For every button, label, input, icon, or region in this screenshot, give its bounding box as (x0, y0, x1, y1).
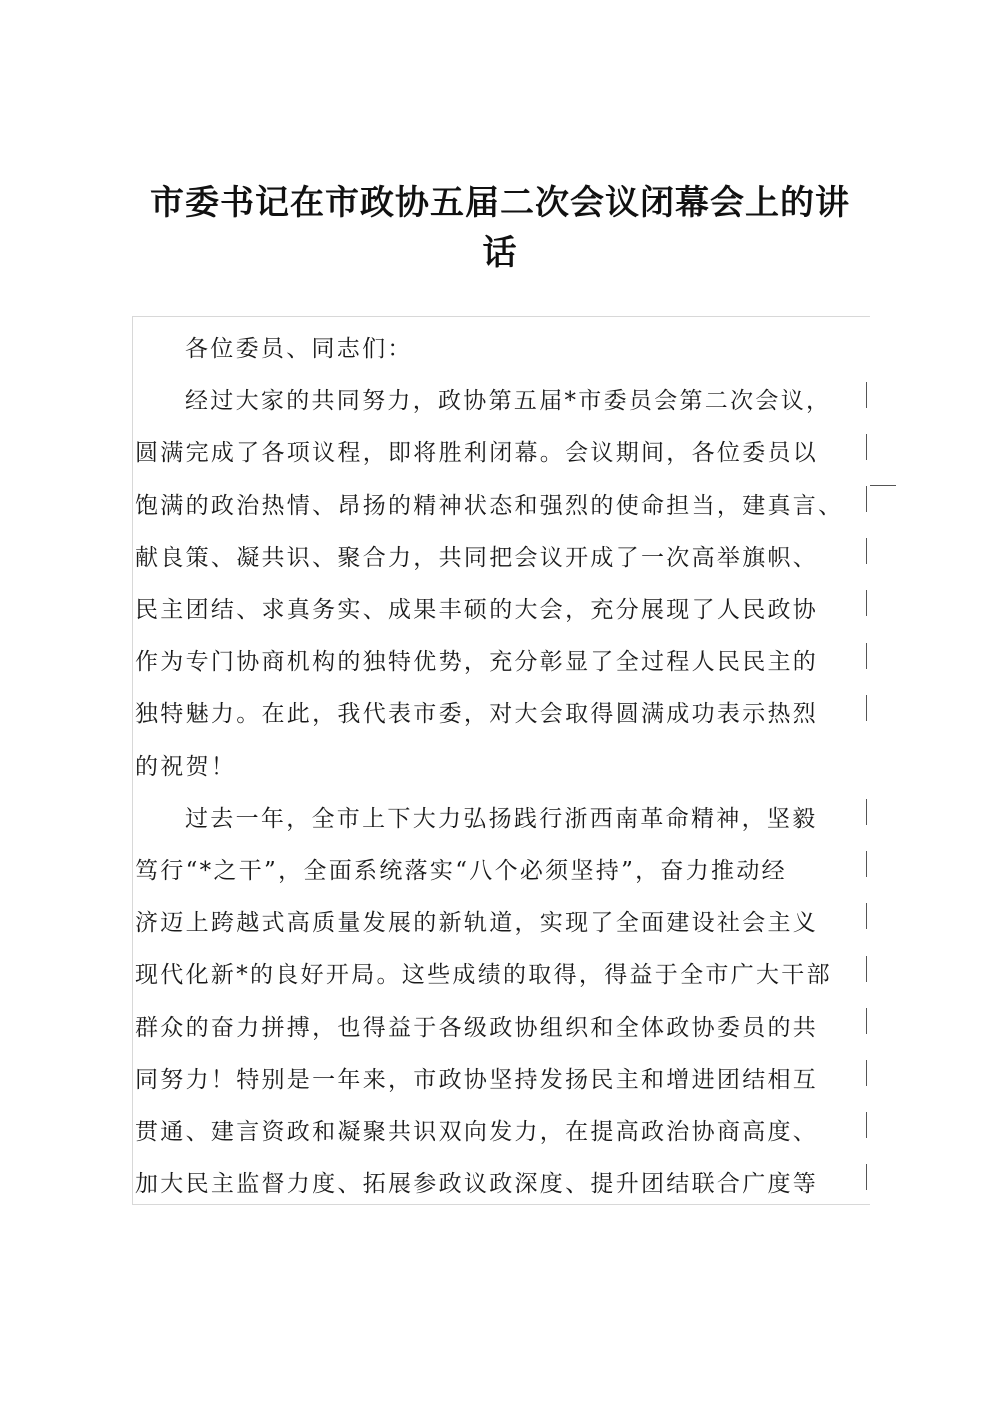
margin-marker (866, 538, 867, 564)
text-line: 贯通、建言资政和凝聚共识双向发力，在提高政治协商高度、 (135, 1119, 819, 1146)
margin-marker (866, 1008, 867, 1034)
paragraph (135, 793, 865, 1211)
margin-marker (866, 1060, 867, 1086)
margin-marker (866, 434, 867, 460)
margin-marker (866, 851, 867, 877)
text-line: 独特魅力。在此，我代表市委，对大会取得圆满成功表示热烈 (135, 701, 819, 728)
text-line: 的祝贺！ (135, 753, 237, 780)
title-line: 市委书记在市政协五届二次会议闭幕会上的讲 (150, 183, 850, 223)
text-line: 圆满完成了各项议程，即将胜利闭幕。会议期间，各位委员以 (135, 440, 819, 467)
margin-marker (870, 485, 896, 486)
margin-marker (866, 956, 867, 982)
document-body (135, 323, 865, 1210)
text-line: 民主团结、求真务实、成果丰硕的大会，充分展现了人民政协 (135, 597, 819, 624)
margin-marker (866, 590, 867, 616)
salutation: 各位委员、同志们： (185, 336, 413, 362)
margin-marker (866, 643, 867, 669)
text-line: 济迈上跨越式高质量发展的新轨道，实现了全面建设社会主义 (135, 910, 819, 937)
text-line: 现代化新*的良好开局。这些成绩的取得，得益于全市广大干部 (135, 962, 832, 989)
margin-marker (866, 695, 867, 721)
margin-marker (866, 799, 867, 825)
text-line: 过去一年，全市上下大力弘扬践行浙西南革命精神，坚毅 (185, 805, 818, 832)
margin-marker (866, 486, 867, 512)
paragraph (135, 375, 865, 793)
text-line: 笃行“*之干”，全面系统落实“八个必须坚持”，奋力推动经 (135, 858, 787, 885)
text-line: 群众的奋力拼搏，也得益于各级政协组织和全体政协委员的共 (135, 1014, 819, 1041)
text-line: 献良策、凝共识、聚合力，共同把会议开成了一次高举旗帜、 (135, 544, 819, 571)
text-line: 作为专门协商机构的独特优势，充分彰显了全过程人民民主的 (135, 649, 819, 676)
margin-marker (866, 1112, 867, 1138)
margin-marker (866, 903, 867, 929)
document-title (120, 178, 880, 278)
text-line: 经过大家的共同努力，政协第五届*市委员会第二次会议， (185, 388, 832, 415)
margin-marker (866, 382, 867, 408)
text-line: 同努力！特别是一年来，市政协坚持发扬民主和增进团结相互 (135, 1066, 819, 1093)
margin-marker (866, 1164, 867, 1190)
text-line: 加大民主监督力度、拓展参政议政深度、提升团结联合广度等 (135, 1171, 819, 1198)
title-line: 话 (482, 233, 518, 273)
text-line: 饱满的政治热情、昂扬的精神状态和强烈的使命担当，建真言、 (135, 492, 844, 519)
